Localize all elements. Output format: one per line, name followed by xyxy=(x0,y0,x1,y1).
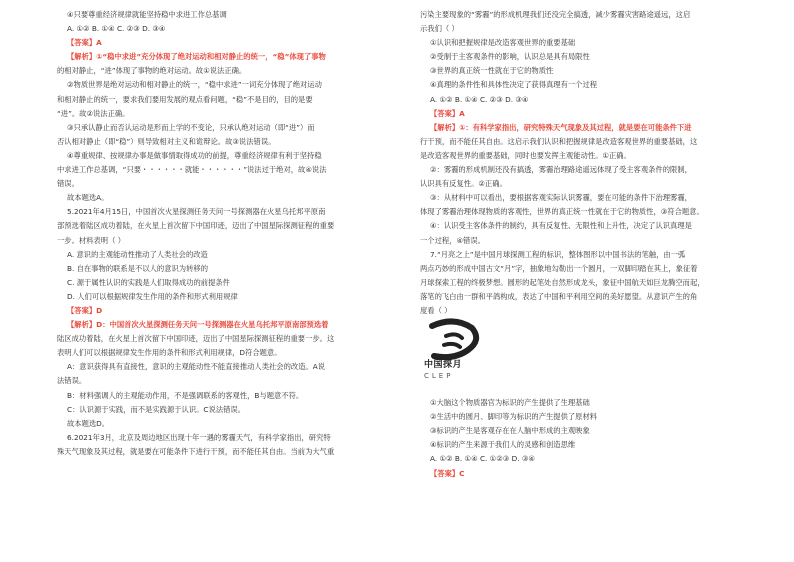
text-line: D. 人们可以根据规律发生作用的条件和形式利用规律 xyxy=(67,291,238,301)
text-line: ②生活中的圆月、脚印等为标识的产生提供了原材料 xyxy=(430,412,598,422)
text-line: 行干预，而不能任其自由。这启示我们认识和把握规律是改造客观世界的重要基础，这 xyxy=(420,136,698,146)
text-line: “进”。故②说法正确。 xyxy=(57,108,130,118)
text-line: 示我们（ ） xyxy=(420,24,459,34)
text-line: 和相对静止的统一，要求我们要用发展的观点看问题，“稳”不是目的，目的是要 xyxy=(57,94,313,104)
right-column-bottom xyxy=(420,396,746,481)
text-line: 部预选着陆区成功着陆，在火星上首次留下中国印迹，迈出了中国星际探测征程的重要 xyxy=(57,221,335,231)
left-column xyxy=(57,8,382,459)
text-line: 错误。 xyxy=(57,179,79,189)
text-line: A. ①② B. ①④ C. ②③ D. ③④ xyxy=(67,24,166,34)
text-line: 殊天气现象及其过程，就是要在可能条件下进行干预，而不能任其自由。当前为大气重 xyxy=(57,446,335,456)
text-line: 故本题选A。 xyxy=(67,193,109,203)
text-line: 表明人们可以根据规律发生作用的条件和形式利用规律，D符合题意。 xyxy=(57,348,282,358)
text-line: A. ①② B. ①④ C. ②③ D. ③④ xyxy=(430,94,529,104)
text-line: 5.2021年4月15日，中国首次火星探测任务天问一号探测器在火星乌托邦平原南 xyxy=(67,207,326,217)
text-line: 落笔的飞白由一群和平鸽构成，表达了中国和平利用空间的美好愿望。从意识产生的角 xyxy=(420,291,698,301)
text-line: A：意识获得具有直接性，意识的主观能动性不能直接推动人类社会的改造。A说 xyxy=(67,362,326,372)
text-line: 7.“月亮之上”是中国月球探测工程的标识，整体图形以中国书法的笔触，由一弧 xyxy=(430,249,686,259)
text-line: ①大脑这个物质器官为标识的产生提供了生理基础 xyxy=(430,398,590,408)
text-line: 月球探索工程的终极梦想。圆形的起笔处自然形成龙头，象征中国航天如巨龙腾空而起， xyxy=(420,277,705,287)
text-line: ②受制于主客观条件的影响，认识总是具有局限性 xyxy=(430,52,590,62)
text-line: 度看（ ） xyxy=(420,305,452,315)
text-line: C：认识源于实践，而不是实践源于认识。C说法错误。 xyxy=(67,404,246,414)
text-line: ③只承认静止而否认运动是形而上学的不变论，只承认绝对运动（即“进”）而 xyxy=(67,122,315,132)
text-line: ④：认识受主客体条件的制约，具有反复性、无限性和上升性，决定了认识真理是 xyxy=(430,221,692,231)
text-line: 【解析】①：有科学家指出，研究特殊天气现象及其过程，就是要在可能条件下进 xyxy=(430,122,692,132)
right-column xyxy=(420,8,746,481)
text-line: 体现了雾霾治理体现物质的客观性，世界的真正统一性就在于它的物质性，③符合题意。 xyxy=(420,207,704,217)
text-line: 中求进工作总基调，“只要・・・・・・就能・・・・・・”说法过于绝对，故④说法 xyxy=(57,165,327,175)
text-line: 法错误。 xyxy=(57,376,87,386)
text-line: 【解析】D：中国首次火星探测任务天问一号探测器在火星乌托邦平原南部预选着 xyxy=(67,320,329,330)
text-line: 认识具有反复性。②正确。 xyxy=(420,179,507,189)
text-line: ④真理的条件性和具体性决定了获得真理有一个过程 xyxy=(430,80,598,90)
clep-logo xyxy=(420,318,746,396)
text-line: 一个过程，④错误。 xyxy=(420,235,485,245)
text-line: A. 意识的主观能动性推动了人类社会的改造 xyxy=(67,249,208,259)
text-line: 陆区成功着陆，在火星上首次留下中国印迹，迈出了中国星际探测征程的重要一步。这 xyxy=(57,334,335,344)
right-column-top xyxy=(420,8,746,318)
text-line: 否认相对静止（即“稳”）则导致相对主义和诡辩论。故③说法错误。 xyxy=(57,136,276,146)
text-line: 两点巧妙的形成中国古文“月”字，抽象地勾勒出一个圆月，一双脚印踏在其上，象征着 xyxy=(420,263,698,273)
logo-en-text: CLEP xyxy=(424,372,454,381)
text-line: 【答案】D xyxy=(67,305,103,315)
text-line: ②：雾霾的形成机制还没有搞透，雾霾治理路途遥远体现了受主客观条件的限制， xyxy=(430,165,692,175)
text-line: ③世界的真正统一性就在于它的物质性 xyxy=(430,66,554,76)
text-line: ④标识的产生来源于我们人的灵感和创造思维 xyxy=(430,440,576,450)
moon-logo-icon xyxy=(424,318,484,362)
text-line: ③标识的产生是客观存在在人脑中形成的主观映象 xyxy=(430,426,590,436)
text-line: ④只要尊重经济规律就能坚持稳中求进工作总基调 xyxy=(67,10,227,19)
text-line: ③：从材料中可以看出，要根据客观实际认识雾霾，要在可能的条件下治理雾霾， xyxy=(430,193,692,203)
text-line: ②物质世界是绝对运动和相对静止的统一，“稳中求进”一词充分体现了绝对运动 xyxy=(67,80,322,90)
text-line: 【答案】A xyxy=(67,38,102,48)
text-line: 污染主要现象的“雾霾”的形成机理我们还没完全搞透，减少雾霾灾害路途遥远，这启 xyxy=(420,10,691,19)
text-line: ④尊重规律、按规律办事是做事情取得成功的前提，尊重经济规律有利于坚持稳 xyxy=(67,150,322,160)
text-line: 的相对静止，“进”体现了事物的绝对运动。故①说法正确。 xyxy=(57,66,247,76)
text-line: 一步。材料表明（ ） xyxy=(57,235,125,245)
text-line: 故本题选D。 xyxy=(67,418,110,428)
text-line: 【答案】C xyxy=(430,468,465,478)
text-line: B. 自在事物的联系是不以人的意识为转移的 xyxy=(67,263,208,273)
text-line: C. 源于属性认识的实践是人们取得成功的前提条件 xyxy=(67,277,230,287)
text-line: ①认识和把握规律是改造客观世界的重要基础 xyxy=(430,38,576,48)
text-line: 是改造客观世界的重要基础，同时也要发挥主观能动性。①正确。 xyxy=(420,150,631,160)
text-line: 【答案】A xyxy=(430,108,465,118)
text-line: B：材料强调人的主观能动作用，不是强调联系的客观性，B与题意不符。 xyxy=(67,390,304,400)
text-line: 6.2021年3月，北京及周边地区出现十年一遇的雾霾天气，有科学家指出，研究特 xyxy=(67,432,331,442)
text-line: A. ①② B. ①④ C. ①②③ D. ③④ xyxy=(430,454,535,464)
text-line: 【解析】①“稳中求进”充分体现了绝对运动和相对静止的统一，“稳”体现了事物 xyxy=(67,52,326,62)
logo-cn-text: 中国探月 xyxy=(424,360,463,371)
clep-logo-text xyxy=(424,360,462,382)
